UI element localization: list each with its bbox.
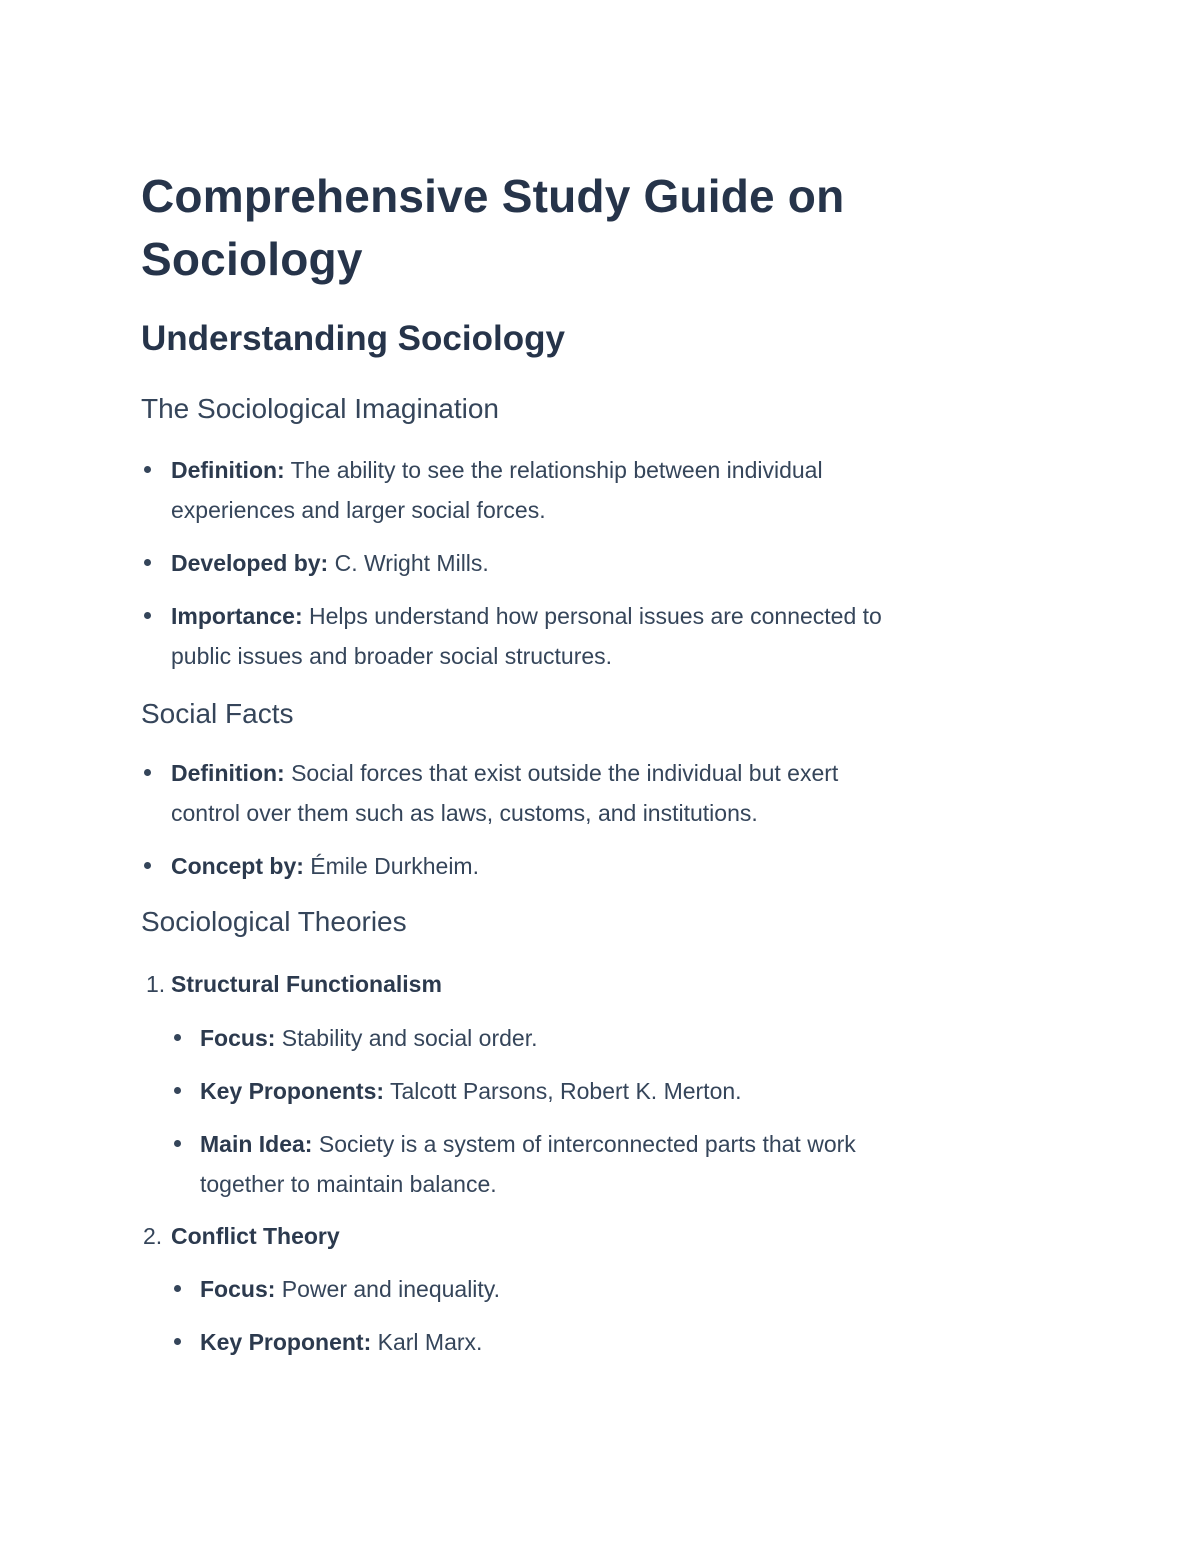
bullet-icon (144, 612, 151, 619)
item-label: Main Idea: (200, 1131, 313, 1157)
item-text: Stability and social order. (275, 1025, 538, 1051)
item-label: Importance: (171, 603, 303, 629)
item-text: Helps understand how personal issues are connected to (302, 603, 882, 629)
bullet-icon (144, 559, 151, 566)
item-text: C. Wright Mills. (328, 550, 489, 576)
item-label: Focus: (200, 1025, 276, 1051)
item-label: Key Proponents: (200, 1078, 385, 1104)
item-text-continued: together to maintain balance. (200, 1171, 497, 1197)
item-text-continued: control over them such as laws, customs, and institutions. (171, 800, 758, 826)
bullet-icon (174, 1285, 181, 1292)
list-item-concept-by (171, 846, 479, 886)
list-item-definition (171, 753, 838, 833)
list-item-importance (171, 596, 882, 676)
list-item-definition (171, 450, 823, 530)
list-item-main-idea (200, 1124, 856, 1204)
bullet-icon (144, 769, 151, 776)
subsection-heading-sociological-imagination: The Sociological Imagination (141, 393, 499, 424)
bullet-icon (174, 1338, 181, 1345)
subsection-heading-social-facts: Social Facts (141, 698, 294, 729)
item-label: Key Proponent: (200, 1329, 372, 1355)
list-item-focus (200, 1018, 537, 1058)
list-number: 1. (146, 971, 166, 997)
item-label: Focus: (200, 1276, 276, 1302)
list-number: 2. (143, 1223, 163, 1249)
item-text: Talcott Parsons, Robert K. Merton. (384, 1078, 742, 1104)
list-item-focus (200, 1269, 500, 1309)
item-text: Social forces that exist outside the individual but exert (284, 760, 839, 786)
section-heading: Understanding Sociology (141, 319, 565, 358)
bullet-icon (174, 1087, 181, 1094)
list-item-developed-by (171, 543, 489, 583)
item-label: Definition: (171, 457, 285, 483)
bullet-icon (144, 466, 151, 473)
item-text-continued: public issues and broader social structures. (171, 643, 613, 669)
item-text: Society is a system of interconnected parts that work (312, 1131, 856, 1157)
bullet-icon (174, 1140, 181, 1147)
document-title: Comprehensive Study Guide on Sociology (141, 170, 845, 285)
bullet-icon (174, 1034, 181, 1041)
list-item-key-proponents (200, 1071, 742, 1111)
item-label: Developed by: (171, 550, 329, 576)
item-text: Power and inequality. (275, 1276, 500, 1302)
theory-name-conflict-theory: Conflict Theory (171, 1223, 340, 1249)
list-item-key-proponent (200, 1322, 482, 1362)
item-text: The ability to see the relationship between individual (284, 457, 823, 483)
bullet-icon (144, 862, 151, 869)
item-text: Émile Durkheim. (303, 853, 479, 879)
item-label: Concept by: (171, 853, 304, 879)
item-text: Karl Marx. (371, 1329, 483, 1355)
item-label: Definition: (171, 760, 285, 786)
theory-name-structural-functionalism: Structural Functionalism (171, 971, 442, 997)
subsection-heading-sociological-theories: Sociological Theories (141, 906, 407, 937)
item-text-continued: experiences and larger social forces. (171, 497, 546, 523)
